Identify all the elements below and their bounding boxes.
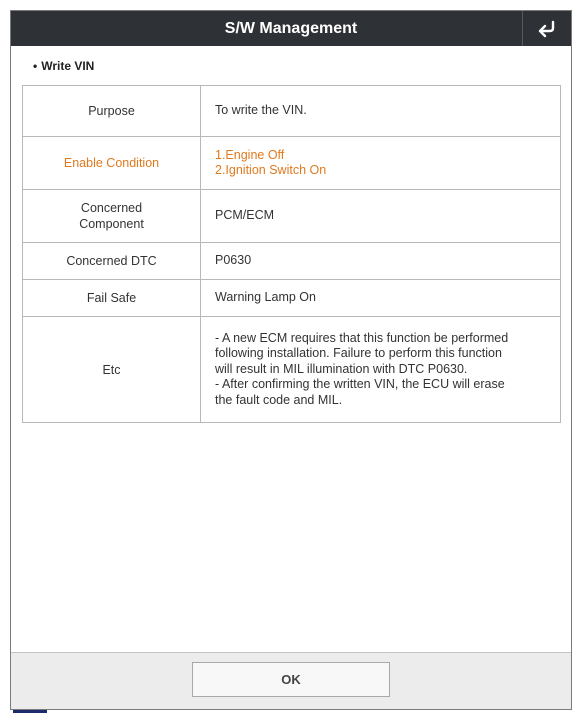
row-key: Enable Condition [23, 137, 201, 190]
dialog-title: S/W Management [224, 20, 358, 37]
row-value [201, 243, 561, 280]
value-line: 2.Ignition Switch On [215, 163, 327, 177]
key-line: Concerned [80, 201, 143, 215]
value-line: - After confirming the written VIN, the ECU will erase [215, 377, 505, 392]
section-label-text: Write VIN [41, 59, 95, 73]
table-row [23, 280, 561, 317]
value-line: following installation. Failure to perform this function [215, 346, 502, 361]
row-key: Concerned DTC [23, 243, 201, 280]
value-line: 1.Engine Off [215, 147, 285, 162]
section-label [33, 59, 94, 73]
row-value [201, 137, 561, 190]
table-row [23, 243, 561, 280]
row-key: Purpose [23, 86, 201, 137]
sw-management-dialog [10, 10, 572, 710]
return-arrow-icon [536, 20, 558, 38]
row-value [201, 280, 561, 317]
dialog-footer [11, 652, 571, 709]
ok-button[interactable]: OK [192, 662, 390, 697]
value-line: Warning Lamp On [215, 290, 316, 305]
row-key: Etc [23, 317, 201, 423]
value-line: P0630 [215, 253, 252, 268]
row-key: Fail Safe [23, 280, 201, 317]
row-key [23, 190, 201, 243]
table-row [23, 317, 561, 423]
value-line: will result in MIL illumination with DTC P0630. [215, 361, 468, 376]
table-row [23, 86, 561, 137]
value-line: the fault code and MIL. [215, 392, 343, 407]
edge-mark [13, 710, 47, 713]
value-line: To write the VIN. [215, 103, 307, 118]
table-row [23, 137, 561, 190]
title-bar [11, 11, 571, 46]
bullet: • [33, 59, 38, 73]
info-table [22, 85, 561, 423]
back-button[interactable] [522, 11, 571, 46]
value-line: PCM/ECM [215, 208, 275, 223]
value-line: - A new ECM requires that this function be performed [215, 330, 509, 345]
table-row [23, 190, 561, 243]
row-value [201, 190, 561, 243]
row-value [201, 317, 561, 423]
row-value [201, 86, 561, 137]
key-line: Component [79, 217, 144, 231]
